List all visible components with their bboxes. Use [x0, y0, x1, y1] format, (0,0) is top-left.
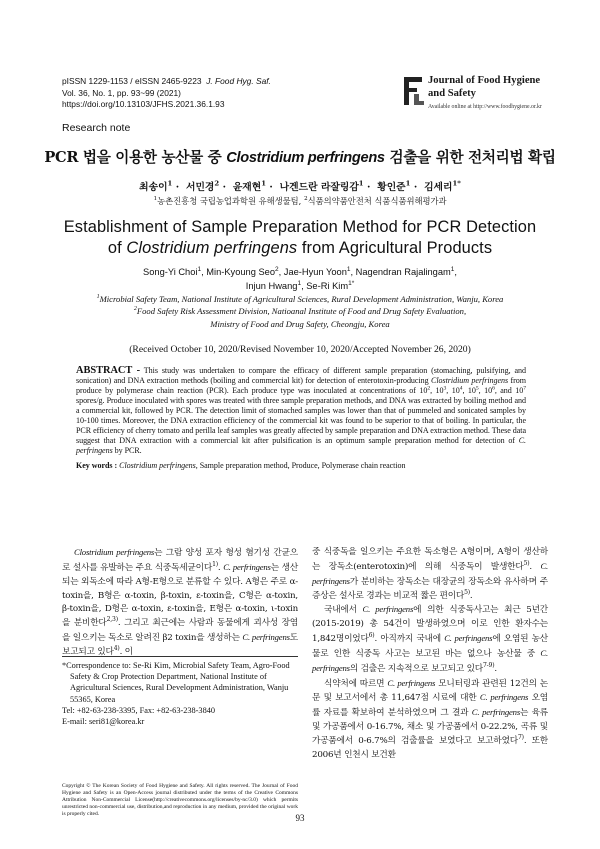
journal-logo — [402, 74, 552, 108]
title-en-species: Clostridium perfringens — [126, 239, 298, 257]
paragraph: 국내에서 C. perfringens에 의한 식중독사고는 최근 5년간(2015-2019) 총 54건이 발생하였으며 이로 인한 환자수는 1,842명이었다$^{6)}$. 아직까지 국내에 C. perfringens에 오염된 농산물로 인한 식중독 사고는 보고된 바는 없으나 농산물 중 C. perfringens의 검출은 지속적으로 보고되고 있다$^{7-9)}$. — [312, 604, 548, 674]
paragraph: 중 식중독을 일으키는 주요한 독소형은 A형이며, A형이 생산하는 장독소(enterotoxin)에 의해 식중독이 발생한다$^{5)}$. C. perfringens가 분비하는 장독소는 대장균의 장독소와 유사하며 주 증상은 설사로 경과는 비교적 짧은 편이다$^{5)}$. — [312, 547, 549, 601]
volume-info: Vol. 36, No. 1, pp. 93~99 (2021) — [62, 87, 181, 98]
author-kr: 윤재현 — [232, 182, 262, 193]
received-dates: (Received October 10, 2020/Revised November 10, 2020/Accepted November 26, 2020) — [129, 344, 471, 355]
author-en: Se-Ri Kim — [306, 281, 349, 291]
abstract-label: ABSTRACT - — [76, 365, 140, 376]
paragraph: Clostridium perfringens는 그람 양성 포자 형성 혐기성 간균으로 설사를 유발하는 주요 식중독세균이다$^{1)}$. C. perfringens는 생산되는 외독소에 따라 A형-E형으로 분류할 수 있다. A형은 주로 α-toxin을, B형은 α-toxin, β-toxin, ε-toxin을, C형은 α-toxin, β-toxin을, D형은 α-toxin, ε-toxin을, E형은 α-toxin, ι-toxin을 분비한다$^{2,3)}$. 그리고 최근에는 사람과 동물에게 괴사성 장염을 일으키는 독소로 알려진 β2 toxin을 생성하는 C. perfringens도 보고되고 있다$^{4)}$. 이 — [62, 547, 299, 657]
author-en: Song-Yi Choi — [143, 267, 198, 277]
author-kr: 서민경 — [185, 182, 215, 193]
journal-header — [62, 76, 271, 111]
article-type: Research note — [62, 122, 131, 134]
correspondence: *Correspondence to: Se-Ri Kim, Microbial Safety Team, Agro-Food Safety & Crop Protection Department, National Institute of Agricultural Sciences, Rural Development Administration, Wanju 55365, Korea Tel: +82-63-238-3395, Fax: +82-63-238-3840 E-mail: seri81@korea.kr — [62, 660, 298, 727]
author-en: Nagendran Rajalingam — [355, 267, 451, 277]
footnote-divider — [62, 656, 298, 657]
abstract: ABSTRACT - This study was undertaken to compare the efficacy of different sample preparation (stomaching, pulsifying, and sonication) and DNA extraction methods (boiling and commercial kit) for detection of enterotoxin-producing Clostridium perfringens from produce by polymerase chain reaction (PCR). Each produce type was inoculated at concentrations of $10^2$, $10^3$, $10^4$, $10^5$, $10^6$, and $10^7$ spores/g. Produce inoculated with spores was treated with three sample preparation methods, and DNA was extracted by boiling method and a commercial kit, followed by PCR. The detection limit of stomached samples was lower than that of pummeled and sonicated samples by 10-100 times. Moreover, the DNA extraction efficiency of the commercial kit was found to be superior to that of boiling. In particular, the PCR efficiency of cherry tomato and perilla leaf samples was greatly affected by sample preparation and DNA extraction method. These data suggest that DNA extraction with a commercial kit after pulsification is an optimum sample preparation method for detection of C. perfringens by PCR. Key words : Clostridium perfringens, Sample preparation method, Produce, Polymerase chain reaction — [76, 365, 526, 471]
paragraph: 식약처에 따르면 C. perfringens 모니터링과 관련된 12건의 논문 및 보고서에서 총 11,647점 시료에 대한 C. perfringens 오염률 자료를 확보하여 분석하였으며 그 결과 C. perfringens는 육류 및 가공품에서 0-16.7%, 채소 및 가공품에서 0-22.2%, 곡류 및 가공품에서 0-6.7%의 검출률을 보였다고 보고하였다$^{7)}$. 또한 2006년 인천시 보건환 — [312, 677, 549, 760]
copyright-notice: Copyright © The Korean Society of Food Hygiene and Safety. All rights reserved. The Journal of Food Hygiene and Safety is an Open-Access journal distributed under the terms of the Creative Commons Attribution Non-Commercial License(http://creativecommons.org/licenses/by-nc/3.0) which permits unrestricted non-commercial use, distribution,and reproduction in any medium, provided the original work is properly cited. — [62, 783, 298, 817]
page-number: 93 — [295, 813, 305, 823]
author-kr: 황인준 — [377, 182, 406, 193]
journal-logo-title: Journal of Food Hygiene and Safety — [428, 75, 541, 99]
title-english: Establishment of Sample Preparation Method for PCR Detection of Clostridium perfringens from Agricultural Products — [63, 218, 537, 257]
author-en: Injun Hwang — [245, 281, 298, 291]
journal-abbrev: J. Food Hyg. Saf. — [206, 76, 271, 86]
body-column-right — [312, 546, 548, 763]
journal-url[interactable]: Available online at http://www.foodhygiene.or.kr — [428, 104, 542, 110]
body-column-left — [62, 546, 298, 660]
author-kr: 나겐드란 라잘링감 — [279, 182, 359, 193]
author-en: Jae-Hyun Yoon — [283, 267, 347, 277]
authors-korean: 최송이$^1$ · 서민경$^2$ · 윤재현$^1$ · 나겐드란 라잘링감$^1$ · 황인준$^1$ · 김세리$^{1*}$ — [139, 179, 461, 193]
correspondence-email: E-mail: seri81@korea.kr — [62, 717, 145, 727]
title-korean: PCR 법을 이용한 농산물 중 Clostridium perfringens 검출을 위한 전처리법 확립 — [44, 149, 556, 166]
journal-logo-icon — [402, 76, 426, 106]
title-species: Clostridium perfringens — [226, 150, 385, 166]
author-kr: 최송이 — [139, 182, 168, 193]
author-kr: 김세리 — [424, 182, 453, 193]
affiliations-korean: $^1$농촌진흥청 국립농업과학원 유해생물팀, $^2$식품의약품안전처 식품식품위해평가과 — [153, 196, 447, 206]
authors-english: Song-Yi Choi$^1$, Min-Kyoung Seo$^2$, Jae-Hyun Yoon$^1$, Nagendran Rajalingam$^1$, Injun Hwang$^1$, Se-Ri Kim$^{1*}$ — [143, 265, 457, 291]
affiliations-english: $^1$Microbial Safety Team, National Institute of Agricultural Sciences, Rural Development Administration, Wanju, Korea $^2$Food Safety Risk Assessment Division, Natioanal Institute of Food and Drug Safety Evaluation, Ministry of Food and Drug Safety, Cheongju, Korea — [96, 294, 504, 329]
doi-link[interactable]: https://doi.org/10.13103/JFHS.2021.36.1.93 — [62, 99, 225, 110]
keywords: Key words : Clostridium perfringens, Sample preparation method, Produce, Polymerase chain reaction — [76, 461, 406, 471]
author-en: Min-Kyoung Seo — [206, 267, 275, 277]
issn: pISSN 1229-1153 / eISSN 2465-9223 — [62, 76, 202, 86]
